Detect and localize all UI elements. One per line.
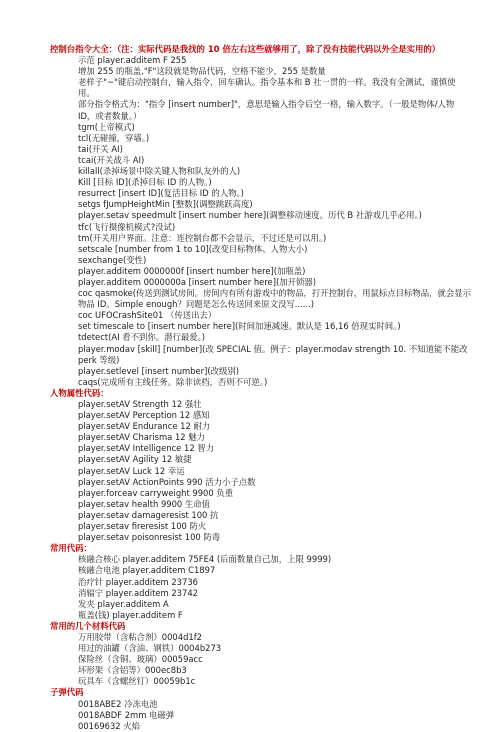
common-code-line: 核融合核心 player.additem 75FE4 (后面数量自己加，上限 9999) bbox=[78, 554, 332, 565]
attribute-line: player.setAV Strength 12 强壮 bbox=[78, 399, 202, 409]
command-line: player.setav speedmult [insert number here](调整移动速度。历代 B 社游戏几乎必用。) bbox=[78, 210, 422, 221]
attribute-line: player.setAV Luck 12 幸运 bbox=[78, 465, 185, 476]
attributes-heading: 人物属性代码： bbox=[50, 387, 109, 398]
command-line: tai(开关 AI) bbox=[78, 143, 123, 154]
page-title: 控制台指令大全：（注：实际代码是我找的 10 倍左右这些就够用了，除了没有技能代码以外全是实用的） bbox=[50, 44, 441, 54]
common-code-line: 发夹 player.additem A bbox=[78, 598, 169, 609]
attribute-line: player.setAV Intelligence 12 智力 bbox=[78, 443, 215, 454]
material-line: 用过的油罐（含油、钢铁）0004b273 bbox=[78, 643, 222, 654]
command-line: player.modav [skill] [number](改 SPECIAL 值。例子：player.modav strength 10. 不知道能不能改 perk 等级) bbox=[78, 343, 468, 365]
attribute-line: player.setAV Perception 12 感知 bbox=[78, 410, 210, 421]
attribute-line: player.setAV ActionPoints 990 活力小子点数 bbox=[78, 476, 256, 487]
material-line: 保险丝（含铜、玻璃）00059acc bbox=[78, 654, 203, 665]
common-code-line: 瓶盖(钱) player.additem F bbox=[78, 609, 183, 620]
attribute-line: player.setAV Endurance 12 耐力 bbox=[78, 421, 211, 432]
command-line: sexchange(变性) bbox=[78, 254, 147, 265]
command-line: caqs(完成所有主线任务。除非读档，否则不可逆。) bbox=[78, 376, 268, 387]
command-line: setgs fJumpHeightMin [整数](调整跳跃高度) bbox=[78, 199, 253, 210]
ammo-heading: 子弹代码 bbox=[50, 687, 84, 698]
commands-list bbox=[50, 122, 472, 388]
intro-line: 增加 255 的瓶盖,"F"这段就是物品代码，空格不能少，255 是数量 bbox=[78, 66, 326, 77]
command-line: tcai(开关战斗 AI) bbox=[78, 154, 145, 165]
command-line: tfc(飞行摄像机模式?没试) bbox=[78, 221, 176, 232]
command-line: tm(开关用户界面。注意：连控制台都不会显示，不过还是可以用。) bbox=[78, 232, 327, 243]
attribute-line: player.setav fireresist 100 防火 bbox=[78, 521, 207, 532]
command-line: tdetect(AI 看不到你。潜行最爱。) bbox=[78, 332, 206, 343]
command-line: player.setlevel [insert number](改级别) bbox=[78, 365, 240, 376]
command-line: setscale [number from 1 to 10](改变目标物体、人物大小) bbox=[78, 243, 308, 254]
command-line: tgm(上帝模式) bbox=[78, 121, 135, 132]
command-line: coc qasmoke(传送到测试房间。房间内有所有游戏中的物品，打开控制台，用鼠标点目标物品，就会显示物品 ID。Simple enough？问题是怎么传送回来原文没写......) bbox=[78, 288, 472, 310]
intro-line: 部分指令格式为："指令 [insert number]"，意思是输入指令后空一格，输入数字。（一般是物体/人物 ID，或者数量。） bbox=[78, 99, 455, 121]
command-line: tcl(无碰撞，穿墙。) bbox=[78, 132, 150, 143]
attribute-line: player.setav poisonresist 100 防毒 bbox=[78, 532, 221, 543]
material-line: 万用胶带（含粘合剂）0004d1f2 bbox=[78, 631, 202, 642]
command-line: player.additem 0000000f [insert number here](加瓶盖) bbox=[78, 265, 306, 276]
common-codes-heading: 常用代码： bbox=[50, 543, 92, 554]
attributes-list bbox=[50, 399, 472, 543]
common-code-line: 核融合电池 player.additem C1897 bbox=[78, 565, 216, 576]
attribute-line: player.setAV Agility 12 敏捷 bbox=[78, 454, 192, 465]
common-code-line: 治疗针 player.additem 23736 bbox=[78, 576, 198, 587]
command-line: Kill [目标 ID](杀掉目标 ID 的人物。) bbox=[78, 177, 212, 188]
ammo-line: 00169632 火焰 bbox=[78, 720, 141, 731]
attribute-line: player.setav health 9900 生命值 bbox=[78, 498, 211, 509]
attribute-line: player.setav damageresist 100 抗 bbox=[78, 509, 219, 520]
attribute-line: player.forceav carryweight 9900 负重 bbox=[78, 487, 234, 498]
command-line: killall(杀掉场景中除关键人物和队友外的人) bbox=[78, 166, 241, 177]
intro-line: 老样子"~"键启动控制台，输入指令，回车确认。指令基本和 B 社一贯的一样。我没有全测试，谨慎使用。 bbox=[78, 77, 456, 99]
material-line: 坏形架（含铝等）000ec8b3 bbox=[78, 665, 187, 676]
ammo-list bbox=[50, 699, 472, 732]
attribute-line: player.setAV Charisma 12 魅力 bbox=[78, 432, 206, 443]
common-code-line: 消辐宁 player.additem 23742 bbox=[78, 587, 198, 598]
command-line: player.additem 0000000a [insert number here](加开锁器) bbox=[78, 276, 316, 287]
command-line: resurrect [insert ID](复活目标 ID 的人物。) bbox=[78, 188, 244, 199]
materials-list bbox=[50, 632, 472, 687]
command-line: coc UFOCrashSite01 （传送出去） bbox=[78, 310, 217, 321]
intro-block bbox=[50, 55, 472, 122]
ammo-line: 0018ABE2 冷冻电池 bbox=[78, 698, 158, 709]
material-line: 玩具车（含螺丝钉）00059b1c bbox=[78, 676, 196, 687]
common-codes-list bbox=[50, 554, 472, 621]
command-line: set timescale to [insert number here](时间加速减速。默认是 16,16 倍现实时间。) bbox=[78, 321, 401, 332]
ammo-line: 0018ABDF 2mm 电磁弹 bbox=[78, 709, 175, 720]
intro-line: 示范 player.additem F 255 bbox=[78, 55, 187, 66]
materials-heading: 常用的几个材料代码 bbox=[50, 620, 126, 631]
